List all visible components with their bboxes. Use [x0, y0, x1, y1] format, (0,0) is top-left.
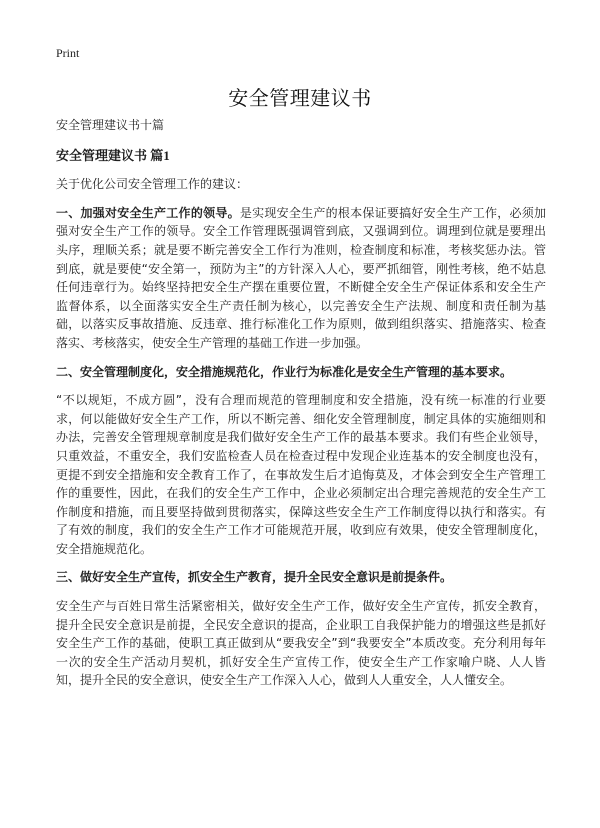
- intro-paragraph: 关于优化公司安全管理工作的建议：: [56, 177, 249, 192]
- document-title: 安全管理建议书: [228, 86, 372, 110]
- section-2-body: “不以规矩，不成方圆”，没有合理而规范的管理制度和安全措施，没有统一标准的行业要求，何以能做好安全生产工作，所以不断完善、细化安全管理制度，制定具体的实施细则和办法，完善安全管理规章制度是我们做好安全生产工作的最基本要求。我们有些企业领导，只重效益，不重安全，我们安监检查人员在检查过程中发现企业连基本的安全制度也没有，更提不到安全措施和安全教育工作了，在事故发生后才追悔莫及，才体会到安全生产管理工作的重要性，因此，在我们的安全生产工作中，企业必须制定出合理完善规范的安全生产工作制度和措施，而且要坚持做到贯彻落实，保障这些安全生产工作制度得以执行和落实。有了有效的制度，我们的安全生产工作才可能规范开展，收到应有效果，使安全管理制度化，安全措施规范化。: [56, 393, 546, 556]
- section-2-heading: 二、安全管理制度化，安全措施规范化，作业行为标准化是安全生产管理的基本要求。: [56, 364, 513, 379]
- section-1-lead: 一、加强对安全生产工作的领导。: [56, 205, 240, 220]
- section-3-heading: 三、做好安全生产宣传，抓安全生产教育，提升全民安全意识是前提条件。: [56, 570, 453, 585]
- document-subtitle: 安全管理建议书十篇: [56, 118, 165, 132]
- section-3-body: 安全生产与百姓日常生活紧密相关，做好安全生产工作，做好安全生产宣传，抓安全教育，提升全民安全意识是前提，全民安全意识的提高，企业职工自我保护能力的增强这些是抓好安全生产工作的基础，使职工真正做到从“要我安全”到“我要安全”本质改变。充分利用每年一次的安全生产活动月契机，抓好安全生产宣传工作，使安全生产工作家喻户晓、人人皆知，提升全民的安全意识，使安全生产工作深入人心，做到人人重安全，人人懂安全。: [56, 599, 546, 688]
- section-1-paragraph: [56, 204, 546, 353]
- document-body: [56, 116, 546, 700]
- section-1-body: 是实现安全生产的根本保证要搞好安全生产工作，必须加强对安全生产工作的领导。安全工作管理既强调管到底，又强调到位。调理到位就是要理出头序，理顺关系；就是要不断完善安全工作行为准则，检查制度和标准，考核奖惩办法。管到底，就是要使“安全第一，预防为主”的方针深入人心，要严抓细管，刚性考核，绝不姑息任何违章行为。始终坚持把安全生产摆在重要位置，不断健全安全生产保证体系和安全生产监督体系，以全面落实安全生产责任制为核心，以完善安全生产法规、制度和责任制为基础，以落实反事故措施、反违章、推行标准化工作为原则，做到组织落实、措施落实、检查落实、考核落实，使安全生产管理的基础工作进一步加强。: [56, 205, 546, 350]
- article-heading: 安全管理建议书 篇1: [56, 147, 170, 163]
- print-label: Print: [56, 46, 80, 60]
